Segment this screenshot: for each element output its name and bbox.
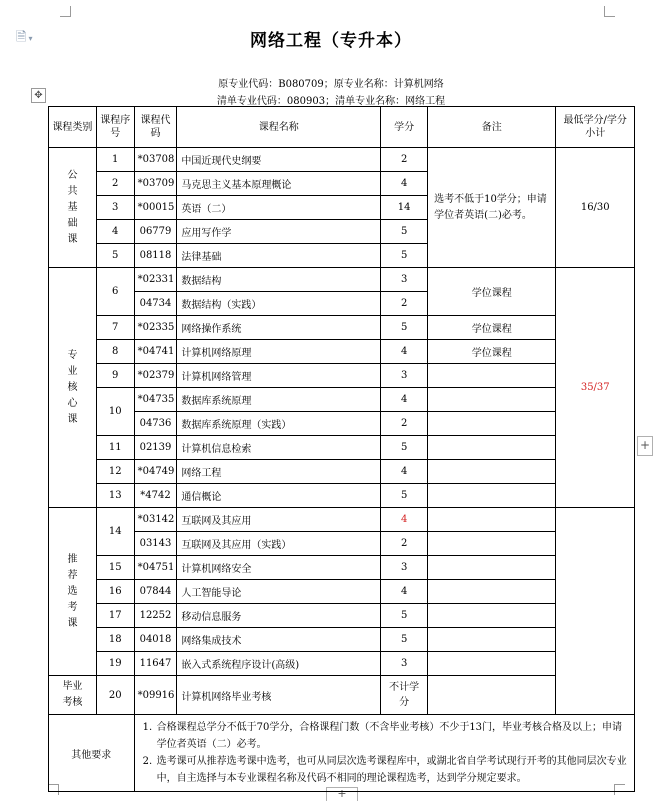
header-min-credit: 最低学分/学分小计: [556, 107, 635, 148]
course-credit: 5: [381, 316, 428, 340]
course-credit: 2: [381, 412, 428, 436]
table-row: [49, 508, 635, 532]
requirement-number: 2.: [142, 756, 153, 767]
course-code: 04736: [134, 412, 177, 436]
course-name: 马克思主义基本原理概论: [177, 172, 381, 196]
course-credit: 5: [381, 604, 428, 628]
course-seq: 18: [96, 628, 134, 652]
remark: [428, 556, 556, 580]
course-seq: 6: [96, 268, 134, 316]
course-code: *03709: [134, 172, 177, 196]
course-code: 04018: [134, 628, 177, 652]
requirement-text: 选考课可从推荐选考课中选考，也可从同层次选考课程库中，或湖北省自学考试现行开考的其他同层次专业中，自主选择与本专业课程名称及代码不相同的理论课程选考，达到学分规定要求。: [156, 756, 627, 784]
course-code: 11647: [134, 652, 177, 676]
other-requirements-label: 其他要求: [49, 715, 135, 792]
table-row: [49, 148, 635, 172]
table-row: [49, 676, 635, 715]
course-credit: 2: [381, 532, 428, 556]
course-seq: 14: [96, 508, 134, 556]
header-seq: 课程序号: [96, 107, 134, 148]
course-name: 法律基础: [177, 244, 381, 268]
remark: [428, 484, 556, 508]
course-seq: 5: [96, 244, 134, 268]
public-note: 选考不低于10学分；申请学位者英语(二)必考。: [428, 148, 556, 268]
table-header-row: [49, 107, 635, 148]
requirement-text: 合格课程总学分不低于70学分，合格课程门数（不含毕业考核）不少于13门，毕业考核合格及以上；申请学位者英语（二）必考。: [156, 722, 623, 750]
public-min-credit: 16/30: [556, 148, 635, 268]
course-seq: 11: [96, 436, 134, 460]
course-seq: 1: [96, 148, 134, 172]
requirement-item: [143, 719, 628, 753]
table-row: [49, 388, 635, 412]
table-row: [49, 460, 635, 484]
table-row: [49, 436, 635, 460]
course-code: 04734: [134, 292, 177, 316]
remark: [428, 532, 556, 556]
course-code: 02139: [134, 436, 177, 460]
course-category: 公 共 基 础 课: [49, 148, 97, 268]
page-title: 网络工程（专升本）: [250, 31, 412, 51]
course-code: *09916: [134, 676, 177, 715]
course-credit: 不计学分: [381, 676, 428, 715]
remark: [428, 436, 556, 460]
course-name: 数据库系统原理（实践）: [177, 412, 381, 436]
requirement-item: [143, 753, 628, 787]
course-seq: 13: [96, 484, 134, 508]
course-name: 计算机网络管理: [177, 364, 381, 388]
header-remark: 备注: [428, 107, 556, 148]
course-seq: 12: [96, 460, 134, 484]
course-code: *02379: [134, 364, 177, 388]
course-code: 06779: [134, 220, 177, 244]
course-seq: 8: [96, 340, 134, 364]
course-code: *04735: [134, 388, 177, 412]
course-credit: 5: [381, 220, 428, 244]
other-requirements-content: [134, 715, 634, 792]
course-seq: 10: [96, 388, 134, 436]
course-name: 人工智能导论: [177, 580, 381, 604]
course-credit: 3: [381, 364, 428, 388]
table-row: [49, 364, 635, 388]
table-row: [49, 268, 635, 292]
course-category: 专 业 核 心 课: [49, 268, 97, 508]
course-code: 03143: [134, 532, 177, 556]
page-corner-mark: [60, 6, 71, 17]
course-code: *04751: [134, 556, 177, 580]
requirement-number: 1.: [142, 722, 153, 733]
list-major-info: 清单专业代码：080903；清单专业名称：网络工程: [216, 96, 446, 107]
remark: [428, 676, 556, 715]
other-requirements-row: [49, 715, 635, 792]
course-code: 12252: [134, 604, 177, 628]
course-code: *04749: [134, 460, 177, 484]
table-row: [49, 412, 635, 436]
course-name: 应用写作学: [177, 220, 381, 244]
course-name: 数据结构: [177, 268, 381, 292]
course-code: *04741: [134, 340, 177, 364]
remark: [428, 364, 556, 388]
course-credit: 4: [381, 460, 428, 484]
remark: [428, 388, 556, 412]
course-credit: 2: [381, 148, 428, 172]
course-code: *03142: [134, 508, 177, 532]
remark: [428, 580, 556, 604]
course-name: 计算机信息检索: [177, 436, 381, 460]
table-row: [49, 604, 635, 628]
remark: [428, 628, 556, 652]
add-row-button[interactable]: +: [326, 787, 358, 801]
core-min-credit: 35/37: [556, 268, 635, 508]
course-name: 计算机网络原理: [177, 340, 381, 364]
course-name: 互联网及其应用: [177, 508, 381, 532]
course-name: 嵌入式系统程序设计(高级): [177, 652, 381, 676]
course-credit: 5: [381, 628, 428, 652]
remark: 学位课程: [428, 340, 556, 364]
add-column-button[interactable]: +: [637, 436, 653, 456]
course-seq: 16: [96, 580, 134, 604]
remark: [428, 652, 556, 676]
course-name: 计算机网络毕业考核: [177, 676, 381, 715]
course-seq: 20: [96, 676, 134, 715]
table-row: [49, 652, 635, 676]
course-category: 推 荐 选 考 课: [49, 508, 97, 676]
course-name: 网络集成技术: [177, 628, 381, 652]
course-name: 移动信息服务: [177, 604, 381, 628]
course-code: 07844: [134, 580, 177, 604]
course-credit: 4: [381, 340, 428, 364]
course-name: 计算机网络安全: [177, 556, 381, 580]
course-seq: 15: [96, 556, 134, 580]
header-name: 课程名称: [177, 107, 381, 148]
course-name: 网络操作系统: [177, 316, 381, 340]
remark: [428, 460, 556, 484]
elective-min-credit: [556, 508, 635, 715]
table-row: [49, 556, 635, 580]
course-name: 数据结构（实践）: [177, 292, 381, 316]
course-name: 数据库系统原理: [177, 388, 381, 412]
course-credit: 4: [381, 508, 428, 532]
course-credit: 5: [381, 244, 428, 268]
course-credit: 3: [381, 652, 428, 676]
header-category: 课程类别: [49, 107, 97, 148]
table-row: [49, 316, 635, 340]
dropdown-caret-icon[interactable]: ▾: [28, 34, 33, 43]
page-corner-mark: [604, 6, 615, 17]
table-row: [49, 532, 635, 556]
document-icon[interactable]: 🗎 ▾: [16, 30, 33, 45]
course-seq: 2: [96, 172, 134, 196]
table-row: [49, 484, 635, 508]
course-seq: 17: [96, 604, 134, 628]
course-seq: 7: [96, 316, 134, 340]
course-code: *00015: [134, 196, 177, 220]
course-name: 互联网及其应用（实践）: [177, 532, 381, 556]
course-credit: 4: [381, 172, 428, 196]
header-code: 课程代码: [134, 107, 177, 148]
course-credit: 2: [381, 292, 428, 316]
course-code: *02331: [134, 268, 177, 292]
course-code: *03708: [134, 148, 177, 172]
remark: [428, 412, 556, 436]
remark: 学位课程: [428, 316, 556, 340]
course-name: 中国近现代史纲要: [177, 148, 381, 172]
course-name: 网络工程: [177, 460, 381, 484]
curriculum-table: [48, 106, 635, 792]
course-credit: 5: [381, 484, 428, 508]
course-name: 通信概论: [177, 484, 381, 508]
course-seq: 3: [96, 196, 134, 220]
course-code: *4742: [134, 484, 177, 508]
course-credit: 3: [381, 556, 428, 580]
course-seq: 9: [96, 364, 134, 388]
course-code: 08118: [134, 244, 177, 268]
course-seq: 4: [96, 220, 134, 244]
course-seq: 19: [96, 652, 134, 676]
header-credit: 学分: [381, 107, 428, 148]
table-row: [49, 628, 635, 652]
table-row: [49, 340, 635, 364]
remark: [428, 604, 556, 628]
remark: 学位课程: [428, 268, 556, 316]
course-credit: 3: [381, 268, 428, 292]
course-code: *02335: [134, 316, 177, 340]
course-category: 毕业 考核: [49, 676, 97, 715]
course-credit: 5: [381, 436, 428, 460]
remark: [428, 508, 556, 532]
table-row: [49, 580, 635, 604]
original-major-info: 原专业代码：B080709；原专业名称：计算机网络: [218, 79, 444, 90]
course-name: 英语（二）: [177, 196, 381, 220]
table-move-handle-icon[interactable]: ✥: [31, 88, 46, 103]
course-credit: 4: [381, 580, 428, 604]
course-credit: 4: [381, 388, 428, 412]
course-credit: 14: [381, 196, 428, 220]
